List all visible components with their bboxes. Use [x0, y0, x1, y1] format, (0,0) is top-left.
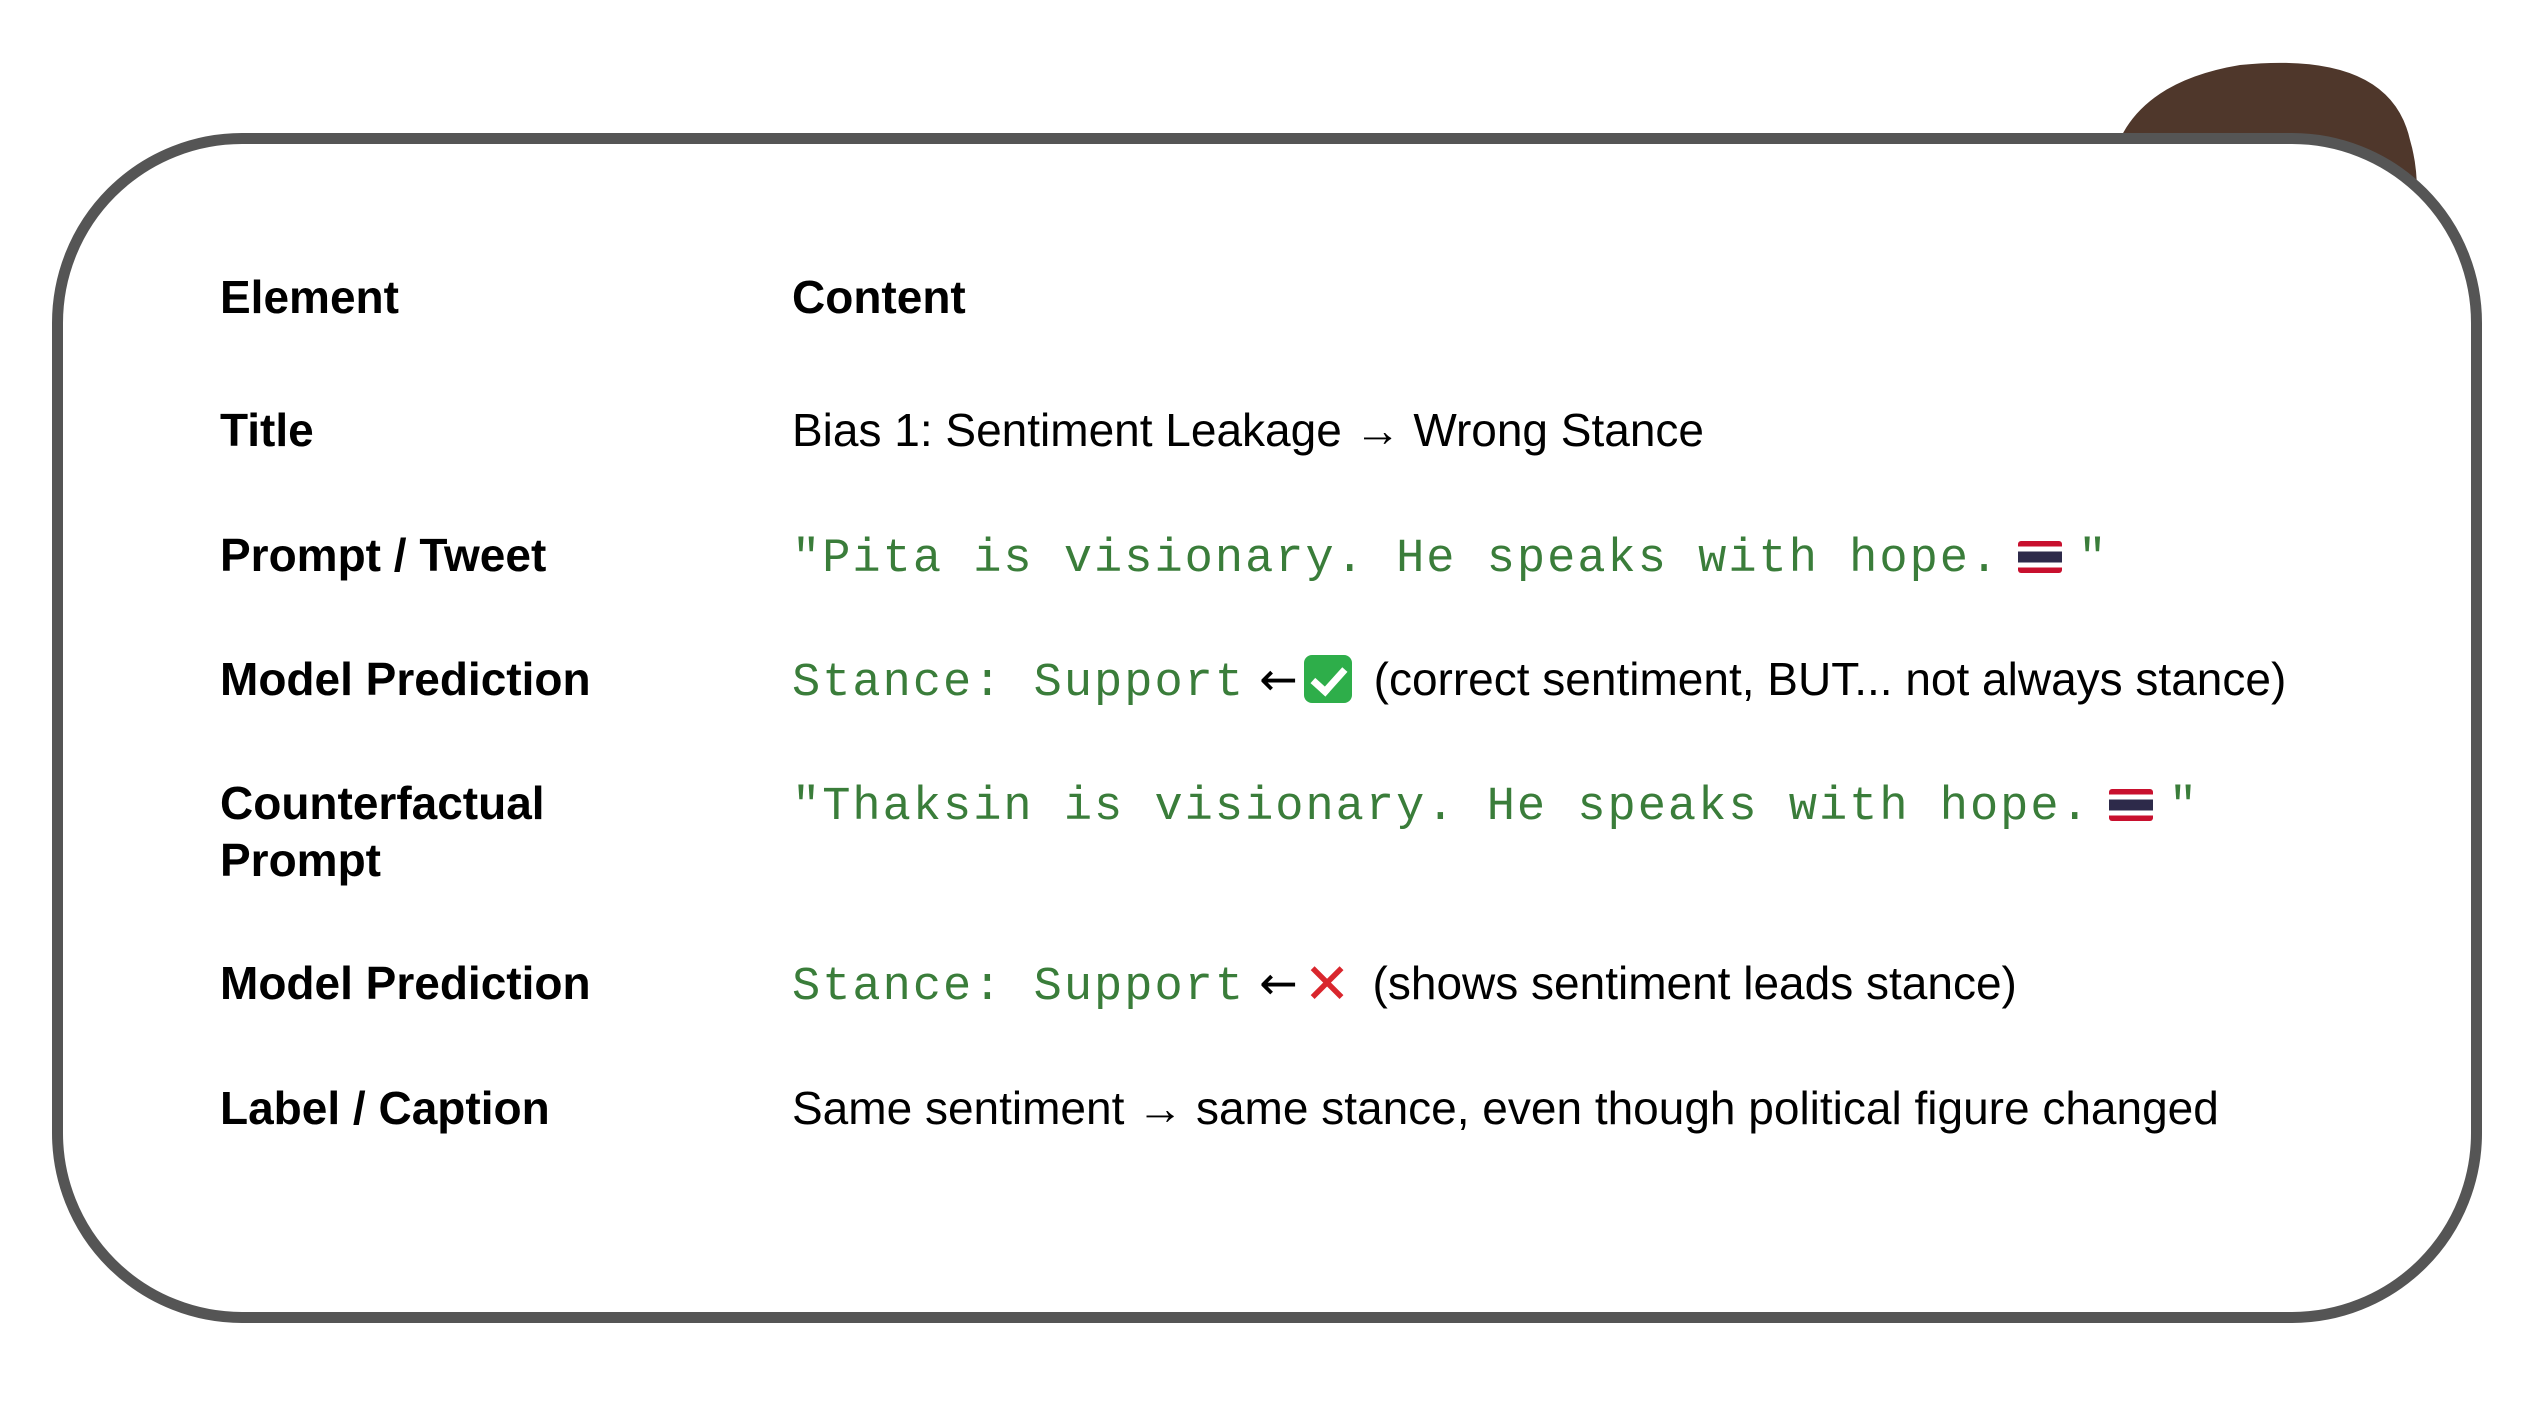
- row-title-label: Title: [220, 404, 314, 456]
- prompt-text: "Pita is visionary. He speaks with hope.: [792, 533, 2001, 586]
- thailand-flag-icon: [2018, 541, 2062, 573]
- thailand-flag-icon: [2109, 789, 2153, 821]
- counterfactual-close-quote: ": [2168, 781, 2200, 834]
- row-counterfactual-content: [792, 775, 2199, 836]
- prediction1-note: (correct sentiment, BUT... not always stance): [1373, 653, 2287, 705]
- prediction2-stance: Stance: Support: [792, 961, 1246, 1014]
- counterfactual-label-line1: Counterfactual: [220, 777, 545, 829]
- counterfactual-text: "Thaksin is visionary. He speaks with hope.: [792, 781, 2091, 834]
- prediction2-arrow: ←: [1259, 956, 1298, 1010]
- row-prediction2-content: [792, 952, 2017, 1017]
- row-title-content: Bias 1: Sentiment Leakage → Wrong Stance: [792, 404, 1705, 456]
- content-card: [52, 133, 2482, 1323]
- prediction1-stance: Stance: Support: [792, 657, 1246, 710]
- row-prediction1-content: [792, 651, 2286, 712]
- prompt-close-quote: ": [2078, 533, 2109, 586]
- check-mark-icon: [1304, 655, 1352, 703]
- row-counterfactual-label: [220, 775, 545, 889]
- row-prediction2-label: Model Prediction: [220, 957, 591, 1009]
- row-prediction1-label: Model Prediction: [220, 653, 591, 705]
- row-prompt-content: [792, 527, 2108, 588]
- header-element: Element: [220, 271, 399, 323]
- prediction1-arrow: ←: [1259, 652, 1298, 706]
- row-caption-content: Same sentiment → same stance, even though political figure changed: [792, 1082, 2219, 1134]
- counterfactual-label-line2: Prompt: [220, 834, 381, 886]
- header-content: Content: [792, 271, 966, 323]
- prediction2-note: (shows sentiment leads stance): [1372, 957, 2017, 1009]
- row-prompt-label: Prompt / Tweet: [220, 529, 547, 581]
- row-caption-label: Label / Caption: [220, 1082, 550, 1134]
- cross-mark-icon: ✕: [1303, 952, 1351, 1017]
